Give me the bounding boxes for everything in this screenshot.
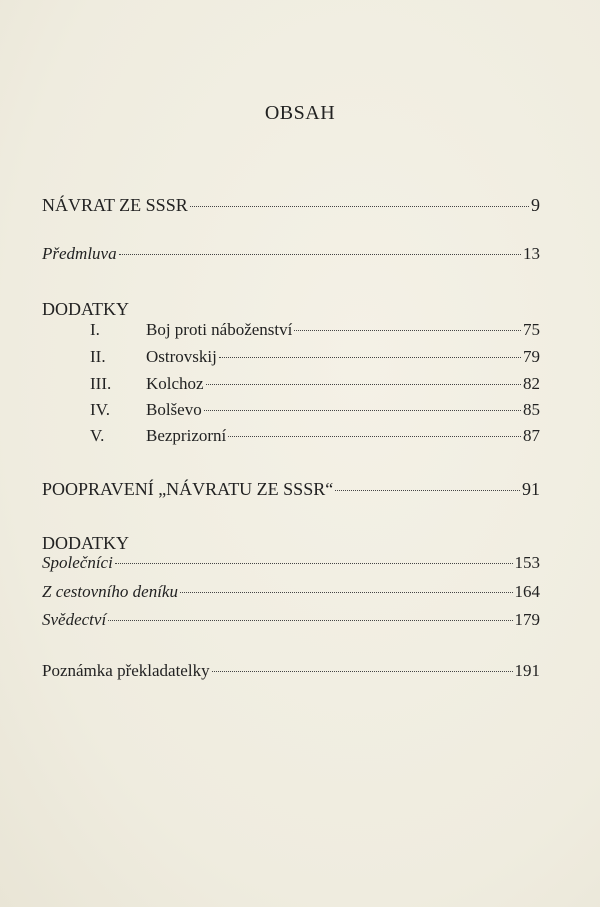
entry-label: Poznámka překladatelky: [42, 661, 210, 680]
dot-leader: [108, 620, 512, 621]
toc-appendix-item: [90, 320, 540, 340]
dot-leader: [206, 384, 521, 385]
appendix-heading: DODATKY: [42, 299, 129, 319]
entry-page: 87: [523, 426, 540, 445]
entry-label: Předmluva: [42, 244, 117, 263]
item-numeral: IV.: [90, 400, 110, 419]
dot-leader: [204, 410, 521, 411]
toc-entry-main: [42, 195, 540, 216]
toc-appendix-item: [90, 400, 540, 420]
toc-appendix-item: [90, 374, 540, 394]
entry-page: 85: [523, 400, 540, 419]
entry-page: 75: [523, 320, 540, 339]
contents-title: OBSAH: [264, 102, 336, 124]
entry-page: 179: [514, 610, 540, 629]
entry-label: Boj proti náboženství: [146, 320, 293, 339]
entry-page: 153: [514, 553, 540, 572]
entry-label: Bolševo: [146, 400, 202, 419]
entry-label: NÁVRAT ZE SSSR: [42, 195, 188, 215]
dot-leader: [219, 357, 521, 358]
entry-label: Bezprizorní: [146, 426, 227, 445]
entry-page: 79: [523, 347, 540, 366]
toc-appendix-item: [90, 347, 540, 367]
toc-appendix-item: [42, 610, 540, 630]
entry-label: Ostrovskij: [146, 347, 217, 366]
toc-appendix-item: [42, 582, 540, 602]
item-numeral: V.: [90, 426, 105, 445]
dot-leader: [119, 254, 521, 255]
dot-leader: [228, 436, 521, 437]
item-numeral: III.: [90, 374, 112, 393]
dot-leader: [335, 490, 520, 491]
dot-leader: [212, 671, 513, 672]
dot-leader: [180, 592, 513, 593]
dot-leader: [190, 206, 529, 207]
entry-label: Kolchoz: [146, 374, 204, 393]
toc-appendix-item: [90, 426, 540, 446]
appendix-heading: DODATKY: [42, 533, 129, 553]
dot-leader: [294, 330, 521, 331]
toc-appendix-item: [42, 553, 540, 573]
toc-entry-translator-note: [42, 661, 540, 681]
item-numeral: I.: [90, 320, 100, 339]
dot-leader: [115, 563, 513, 564]
entry-page: 13: [523, 244, 540, 263]
entry-label: POOPRAVENÍ „NÁVRATU ZE SSSR“: [42, 479, 334, 499]
toc-entry-preface: [42, 244, 540, 264]
entry-label: Z cestovního deníku: [42, 582, 178, 601]
entry-label: Společníci: [42, 553, 113, 572]
entry-label: Svědectví: [42, 610, 107, 629]
entry-page: 9: [531, 195, 540, 215]
entry-page: 82: [523, 374, 540, 393]
toc-entry-second-part: [42, 479, 540, 500]
entry-page: 91: [522, 479, 540, 499]
item-numeral: II.: [90, 347, 106, 366]
entry-page: 164: [514, 582, 540, 601]
entry-page: 191: [514, 661, 540, 680]
